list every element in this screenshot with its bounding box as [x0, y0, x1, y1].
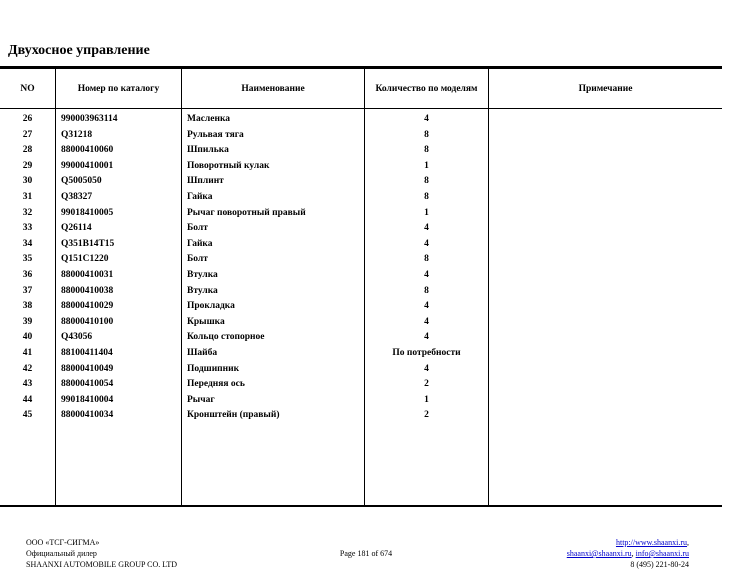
- part-name: Втулка: [187, 269, 218, 280]
- table-header-rule: [0, 108, 722, 109]
- catalog-number: 99018410004: [61, 394, 114, 405]
- header-name: Наименование: [241, 83, 305, 94]
- catalog-number: 88000410100: [61, 316, 114, 327]
- header-catalog-number: Номер по каталогу: [77, 83, 160, 94]
- table-body: [0, 112, 722, 424]
- part-name: Шайба: [187, 347, 218, 358]
- page-title: Двухосное управление: [8, 43, 150, 58]
- row-number: 37: [22, 285, 33, 296]
- footer-dealer: Официальный дилер: [26, 549, 97, 558]
- quantity: 4: [424, 332, 429, 343]
- part-name: Масленка: [187, 114, 231, 124]
- header-note: Примечание: [578, 83, 633, 94]
- table-row: [0, 315, 722, 331]
- catalog-number: Q351B14T15: [61, 238, 115, 249]
- part-name: Прокладка: [187, 301, 235, 312]
- quantity: 4: [424, 316, 429, 327]
- catalog-number: Q43056: [61, 332, 93, 343]
- part-name: Втулка: [187, 285, 218, 296]
- table-row: [0, 252, 722, 268]
- table-row: [0, 268, 722, 284]
- part-name: Шпилька: [187, 145, 229, 156]
- row-number: 42: [22, 363, 33, 374]
- catalog-number: 88100411404: [61, 347, 113, 358]
- part-name: Шплинт: [187, 176, 224, 187]
- table-row: [0, 128, 722, 144]
- website-suffix: ,: [687, 538, 689, 547]
- row-number: 45: [22, 410, 33, 421]
- quantity: 4: [424, 269, 429, 280]
- part-name: Болт: [187, 254, 208, 265]
- row-number: 27: [22, 129, 33, 140]
- catalog-number: Q31218: [61, 129, 93, 140]
- table-row: [0, 330, 722, 346]
- quantity: 4: [424, 238, 429, 249]
- footer-phone: 8 (495) 221-80-24: [630, 560, 689, 569]
- part-name: Рычаг: [187, 394, 215, 405]
- header-no: NO: [20, 83, 35, 94]
- quantity: 1: [424, 207, 429, 218]
- part-name: Гайка: [187, 238, 213, 249]
- table-row: [0, 221, 722, 237]
- row-number: 28: [22, 145, 33, 156]
- quantity: 4: [424, 114, 429, 124]
- table-row: [0, 143, 722, 159]
- catalog-number: 88000410034: [61, 410, 114, 421]
- catalog-number: 990003963114: [61, 114, 118, 124]
- row-number: 29: [22, 160, 33, 171]
- catalog-number: Q26114: [61, 223, 92, 234]
- catalog-number: 99000410001: [61, 160, 114, 171]
- quantity: По потребности: [392, 347, 461, 358]
- part-name: Гайка: [187, 191, 213, 202]
- row-number: 44: [22, 394, 33, 405]
- part-name: Кронштейн (правый): [187, 410, 280, 421]
- catalog-number: 88000410054: [61, 379, 114, 390]
- catalog-number: 88000410038: [61, 285, 114, 296]
- table-row: [0, 206, 722, 222]
- catalog-number: Q5005050: [61, 176, 102, 187]
- website-link[interactable]: http://www.shaanxi.ru: [615, 538, 687, 547]
- row-number: 40: [22, 332, 33, 343]
- row-number: 32: [22, 207, 33, 218]
- part-name: Передняя ось: [187, 379, 245, 390]
- row-number: 39: [22, 316, 33, 327]
- table-row: [0, 346, 722, 362]
- email-separator: ,: [631, 549, 636, 558]
- part-name: Поворотный кулак: [187, 160, 270, 171]
- row-number: 31: [22, 191, 33, 202]
- quantity: 4: [424, 223, 429, 234]
- footer-company: ООО «ТСГ-СИГМА»: [26, 538, 100, 547]
- table-row: [0, 284, 722, 300]
- footer-contacts: [567, 537, 689, 570]
- table-row: [0, 112, 722, 128]
- quantity: 8: [424, 145, 429, 156]
- row-number: 26: [22, 114, 33, 124]
- quantity: 8: [424, 176, 429, 187]
- row-number: 33: [22, 223, 33, 234]
- quantity: 8: [424, 129, 429, 140]
- table-row: [0, 237, 722, 253]
- part-name: Подшипник: [187, 363, 240, 374]
- quantity: 8: [424, 254, 429, 265]
- row-number: 36: [22, 269, 33, 280]
- part-name: Кольцо стопорное: [187, 332, 265, 343]
- catalog-number: Q151C1220: [61, 254, 109, 265]
- quantity: 1: [424, 394, 429, 405]
- quantity: 2: [424, 379, 429, 390]
- row-number: 38: [22, 301, 33, 312]
- quantity: 4: [424, 363, 429, 374]
- catalog-number: 88000410060: [61, 145, 114, 156]
- catalog-number: Q38327: [61, 191, 93, 202]
- table-row: [0, 174, 722, 190]
- catalog-number: 88000410029: [61, 301, 114, 312]
- table-row: [0, 362, 722, 378]
- row-number: 34: [22, 238, 33, 249]
- quantity: 1: [424, 160, 429, 171]
- part-name: Крышка: [187, 316, 225, 327]
- part-name: Рычаг поворотный правый: [187, 207, 306, 218]
- header-quantity: Количество по моделям: [375, 83, 478, 94]
- part-name: Рульвая тяга: [187, 129, 244, 140]
- catalog-number: 88000410049: [61, 363, 114, 374]
- quantity: 8: [424, 191, 429, 202]
- footer-group: SHAANXI AUTOMOBILE GROUP CO. LTD: [26, 560, 178, 569]
- email-link[interactable]: info@shaanxi.ru: [635, 549, 689, 558]
- quantity: 8: [424, 285, 429, 296]
- table-row: [0, 377, 722, 393]
- quantity: 2: [424, 410, 429, 421]
- table-row: [0, 408, 722, 424]
- part-name: Болт: [187, 223, 208, 234]
- row-number: 43: [22, 379, 33, 390]
- row-number: 30: [22, 176, 33, 187]
- table-row: [0, 393, 722, 409]
- row-number: 41: [22, 347, 33, 358]
- table-row: [0, 299, 722, 315]
- table-row: [0, 159, 722, 175]
- catalog-number: 99018410005: [61, 207, 114, 218]
- quantity: 4: [424, 301, 429, 312]
- table-bottom-rule: [0, 505, 722, 507]
- row-number: 35: [22, 254, 33, 265]
- footer-page-number: Page 181 of 674: [339, 549, 393, 558]
- catalog-number: 88000410031: [61, 269, 114, 280]
- email-link[interactable]: shaanxi@shaanxi.ru: [566, 549, 632, 558]
- table-row: [0, 190, 722, 206]
